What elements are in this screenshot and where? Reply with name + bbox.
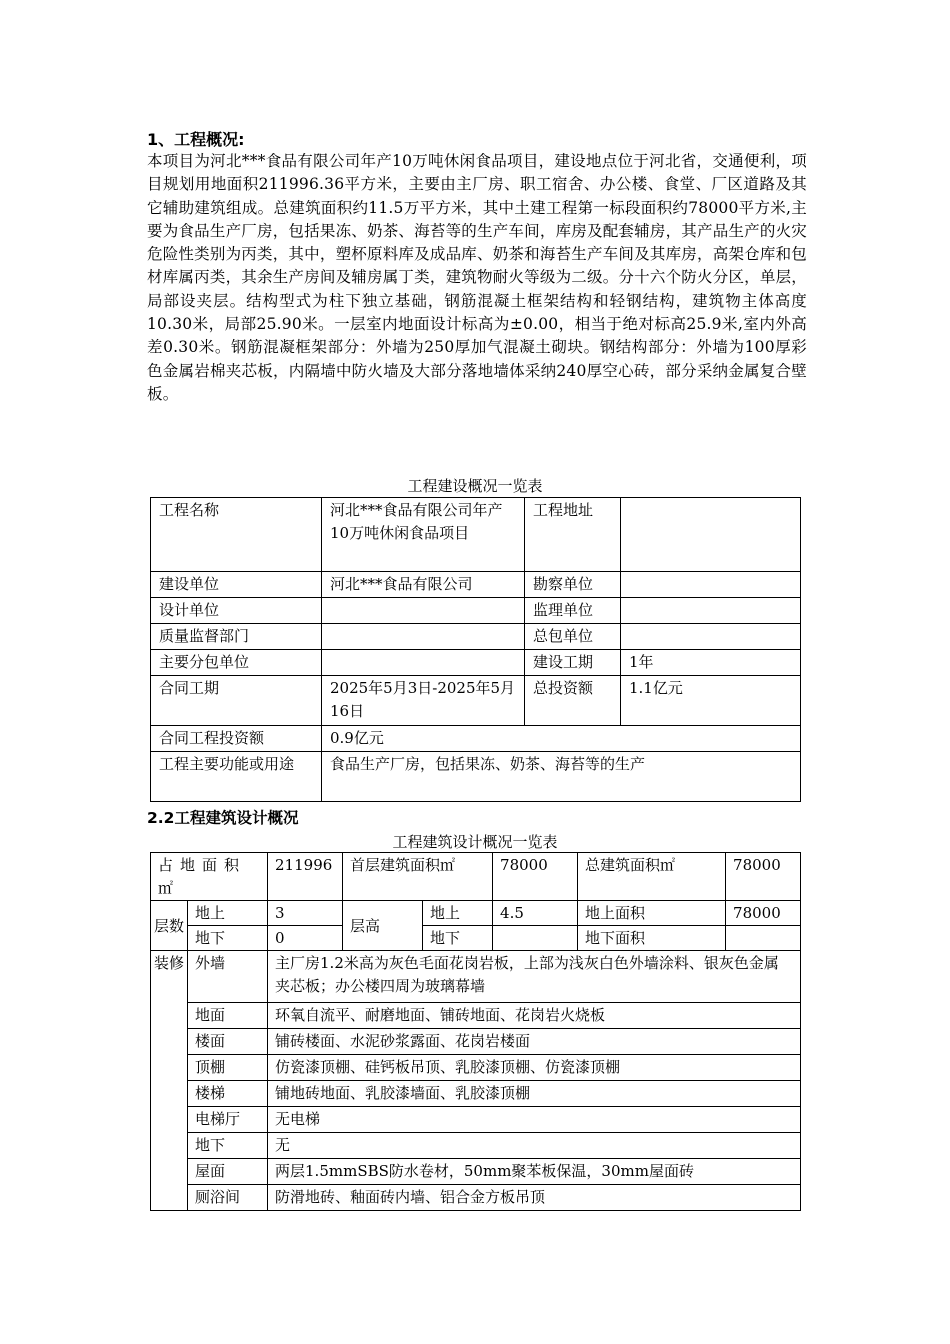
section-heading-overview: 1、工程概况: <box>147 130 245 149</box>
table-cell-label: 总投资额 <box>525 676 621 726</box>
table-cell-value: 无电梯 <box>268 1107 801 1133</box>
table-cell-value: 1.1亿元 <box>621 676 801 726</box>
table-row <box>151 1159 801 1185</box>
table-row <box>151 901 801 926</box>
section-heading-architecture: 2.2工程建筑设计概况 <box>147 809 299 827</box>
table-cell-label: 监理单位 <box>525 598 621 624</box>
table-cell-value: 防滑地砖、釉面砖内墙、铝合金方板吊顶 <box>268 1185 801 1211</box>
table-cell-value: 铺砖楼面、水泥砂浆露面、花岗岩楼面 <box>268 1029 801 1055</box>
table-cell-label: 工程名称 <box>151 498 322 572</box>
project-overview-table <box>150 497 801 802</box>
table-row <box>151 1081 801 1107</box>
table-row <box>151 1003 801 1029</box>
table-cell-label: 总建筑面积㎡ <box>578 853 726 901</box>
table-row <box>151 676 801 726</box>
table-row <box>151 1029 801 1055</box>
table-cell-label: 主要分包单位 <box>151 650 322 676</box>
table-cell-value: 河北***食品有限公司 <box>322 572 525 598</box>
table-cell-value: 食品生产厂房，包括果冻、奶茶、海苔等的生产 <box>322 752 801 802</box>
table-cell-label: 楼梯 <box>188 1081 268 1107</box>
architecture-design-table <box>150 852 801 1211</box>
table-cell-value: 3 <box>268 901 343 926</box>
table-cell-label: 层数 <box>151 901 188 951</box>
table-cell-value: 铺地砖地面、乳胶漆墙面、乳胶漆顶棚 <box>268 1081 801 1107</box>
table-row <box>151 853 801 901</box>
table-cell-label: 地上面积 <box>578 901 726 926</box>
table-cell-label: 装修 <box>151 951 188 1211</box>
table-cell-label: 厕浴间 <box>188 1185 268 1211</box>
table-cell-value: 河北***食品有限公司年产10万吨休闲食品项目 <box>322 498 525 572</box>
table-cell-label: 质量监督部门 <box>151 624 322 650</box>
table-cell-label: 屋面 <box>188 1159 268 1185</box>
table-cell-value: 1年 <box>621 650 801 676</box>
table-cell-value <box>322 598 525 624</box>
table-cell-label: 地上 <box>188 901 268 926</box>
table-row <box>151 726 801 752</box>
table-cell-label: 地下 <box>188 926 268 951</box>
table-row <box>151 1185 801 1211</box>
table-cell-label: 勘察单位 <box>525 572 621 598</box>
table-cell-label: 顶棚 <box>188 1055 268 1081</box>
table-cell-value: 主厂房1.2米高为灰色毛面花岗岩板，上部为浅灰白色外墙涂料、银灰色金属夹芯板；办公楼四周为玻璃幕墙 <box>268 951 801 1003</box>
table1-caption: 工程建设概况一览表 <box>407 477 543 495</box>
table-cell-label: 建设工期 <box>525 650 621 676</box>
table-row <box>151 1055 801 1081</box>
table-cell-value: 4.5 <box>493 901 578 926</box>
table-cell-value: 仿瓷漆顶棚、硅钙板吊顶、乳胶漆顶棚、仿瓷漆顶棚 <box>268 1055 801 1081</box>
table-cell-value: 无 <box>268 1133 801 1159</box>
table-cell-value <box>621 624 801 650</box>
table-cell-value: 78000 <box>726 901 801 926</box>
table-cell-label: 工程地址 <box>525 498 621 572</box>
table-cell-label: 合同工期 <box>151 676 322 726</box>
table-cell-value: 211996 <box>268 853 343 901</box>
table-row <box>151 572 801 598</box>
table-row <box>151 624 801 650</box>
overview-paragraph: 本项目为河北***食品有限公司年产10万吨休闲食品项目，建设地点位于河北省，交通便利，项目规划用地面积211996.36平方米，主要由主厂房、职工宿舍、办公楼、食堂、厂区道路及其它辅助建筑组成。总建筑面积约11.5万平方米，其中土建工程第一标段面积约78000平方米,主要为食品生产厂房，包括果冻、奶茶、海苔等的生产车间，库房及配套辅房，其产品生产的火灾危险性类别为丙类，其中，塑杯原料库及成品库、奶茶和海苔生产车间及其库房，高架仓库和包材库属丙类，其余生产房间及辅房属丁类，建筑物耐火等级为二级。分十六个防火分区，单层，局部设夹层。结构型式为柱下独立基础，钢筋混凝土框架结构和轻钢结构，建筑物主体高度10.30米，局部25.90米。一层室内地面设计标高为±0.00，相当于绝对标高25.9米,室内外高差0.30米。钢筋混凝框架部分：外墙为250厚加气混凝土砌块。钢结构部分：外墙为100厚彩色金属岩棉夹芯板，内隔墙中防火墙及大部分落地墙体采纳240厚空心砖，部分采纳金属复合壁板。 <box>147 152 807 403</box>
table-row <box>151 498 801 572</box>
table-cell-label: 总包单位 <box>525 624 621 650</box>
table-row <box>151 598 801 624</box>
table-cell-label: 地面 <box>188 1003 268 1029</box>
table-cell-value: 78000 <box>726 853 801 901</box>
table-cell-label: 外墙 <box>188 951 268 1003</box>
table-cell-value: 0.9亿元 <box>322 726 801 752</box>
table-cell-label: 地下 <box>423 926 493 951</box>
table-cell-value <box>493 926 578 951</box>
table-cell-label: 工程主要功能或用途 <box>151 752 322 802</box>
table-cell-value: 环氧自流平、耐磨地面、铺砖地面、花岗岩火烧板 <box>268 1003 801 1029</box>
table-cell-label: 建设单位 <box>151 572 322 598</box>
table-cell-value: 两层1.5mmSBS防水卷材，50mm聚苯板保温，30mm屋面砖 <box>268 1159 801 1185</box>
table-cell-label: 地下面积 <box>578 926 726 951</box>
table-row <box>151 951 801 1003</box>
table-cell-value: 0 <box>268 926 343 951</box>
table-row <box>151 1107 801 1133</box>
table-cell-value <box>322 624 525 650</box>
table-cell-label: 电梯厅 <box>188 1107 268 1133</box>
table-cell-value: 78000 <box>493 853 578 901</box>
table-cell-label: 合同工程投资额 <box>151 726 322 752</box>
table-cell-value: 2025年5月3日-2025年5月16日 <box>322 676 525 726</box>
table-cell-value <box>621 598 801 624</box>
table-cell-value <box>726 926 801 951</box>
table-cell-label: 地下 <box>188 1133 268 1159</box>
table-row <box>151 926 801 951</box>
table-row <box>151 752 801 802</box>
table-row <box>151 1133 801 1159</box>
table-cell-label: 首层建筑面积㎡ <box>343 853 493 901</box>
table-cell-label: 设计单位 <box>151 598 322 624</box>
table-cell-value <box>322 650 525 676</box>
table-cell-value <box>621 572 801 598</box>
table-row <box>151 650 801 676</box>
table-cell-label: 楼面 <box>188 1029 268 1055</box>
table-cell-label: 地上 <box>423 901 493 926</box>
table-cell-value <box>621 498 801 572</box>
table-cell-label: 层高 <box>343 901 423 951</box>
table-cell-label: 占地面积㎡ <box>151 853 268 901</box>
table2-caption: 工程建筑设计概况一览表 <box>392 833 558 851</box>
